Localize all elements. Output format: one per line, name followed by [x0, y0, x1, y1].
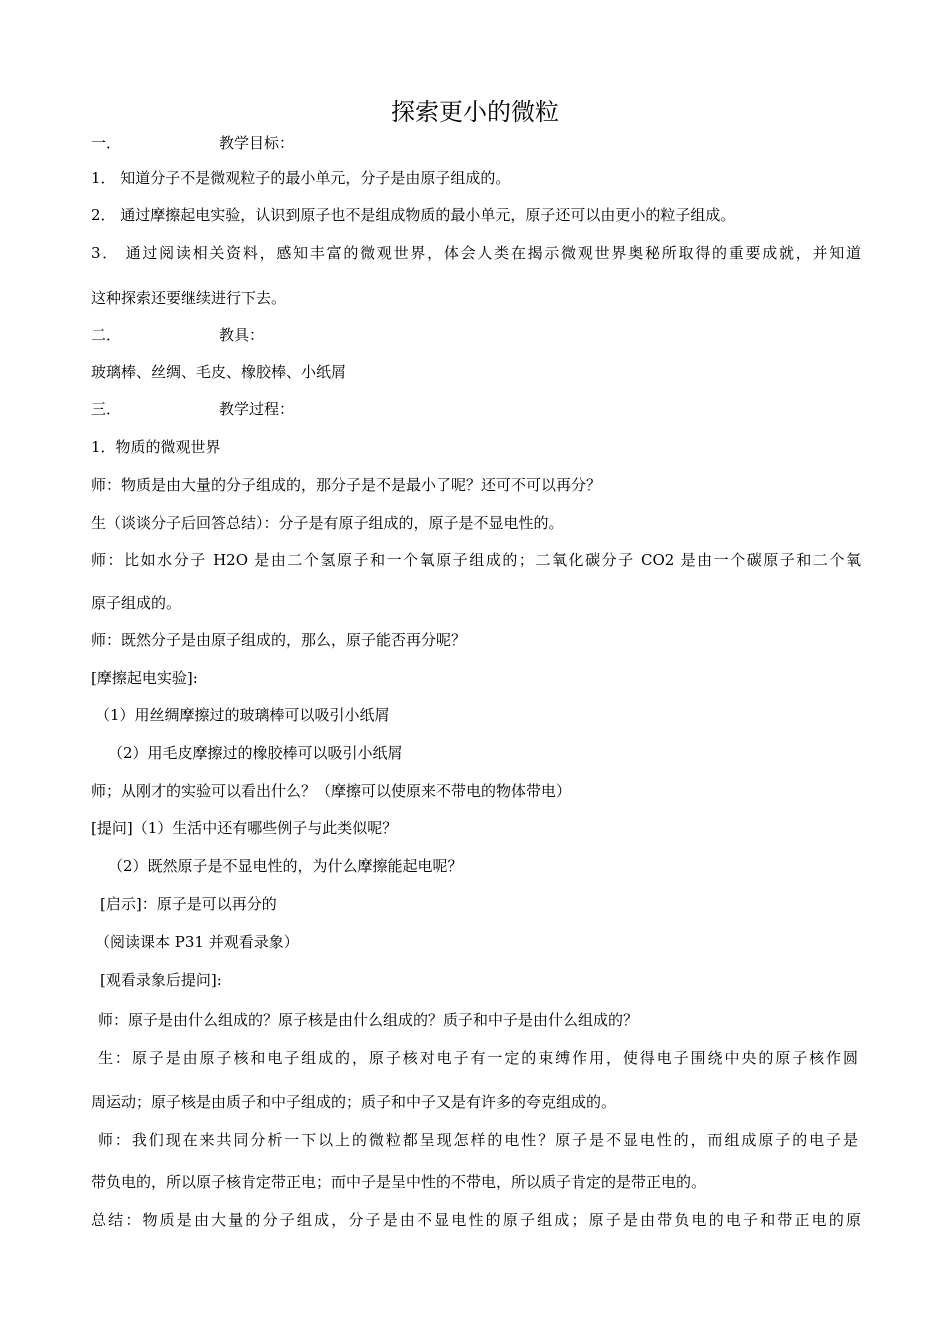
experiment-step-1: （1）用丝绸摩擦过的玻璃棒可以吸引小纸屑	[95, 706, 390, 724]
paragraph-line: 师：我们现在来共同分析一下以上的微粒都呈现怎样的电性？原子是不显电性的，而组成原子的电子是	[98, 1131, 858, 1149]
objective-item-1: 1． 知道分子不是微观粒子的最小单元，分子是由原子组成的。	[91, 169, 511, 187]
paragraph-line: 生（谈谈分子后回答总结）：分子是有原子组成的，原子是不显电性的。	[91, 514, 564, 532]
hint-line: [启示]：原子是可以再分的	[100, 895, 277, 913]
paragraph-line: 原子组成的。	[91, 594, 182, 612]
section-number: 二．	[91, 326, 122, 344]
process-subheading: 1．物质的微观世界	[91, 438, 221, 456]
section-number: 三．	[91, 400, 122, 418]
objective-item-3: 3． 通过阅读相关资料，感知丰富的微观世界，体会人类在揭示微观世界奥秘所取得的重要成就，并知道	[91, 244, 861, 262]
paragraph-line: 生：原子是由原子核和电子组成的，原子核对电子有一定的束缚作用，使得电子围绕中央的原子核作圆	[98, 1049, 858, 1067]
document-title: 探索更小的微粒	[391, 98, 559, 126]
objective-item-3-continued: 这种探索还要继续进行下去。	[91, 289, 287, 307]
section-heading-tools	[91, 325, 264, 345]
reading-note: （阅读课本 P31 并观看录象）	[95, 933, 299, 951]
section-title: 教学目标：	[219, 134, 295, 152]
tools-list: 玻璃棒、丝绸、毛皮、橡胶棒、小纸屑	[91, 363, 347, 381]
section-number: 一．	[91, 134, 122, 152]
paragraph-line: 师：原子是由什么组成的？原子核是由什么组成的？质子和中子是由什么组成的？	[98, 1011, 639, 1029]
section-heading-objectives	[91, 133, 294, 153]
paragraph-line: 师：物质是由大量的分子组成的，那分子是不是最小了呢？还可不可以再分？	[91, 476, 602, 494]
paragraph-line: 周运动；原子核是由质子和中子组成的；质子和中子又是有许多的夸克组成的。	[91, 1093, 617, 1111]
paragraph-line: 师：比如水分子 H2O 是由二个氢原子和一个氧原子组成的；二氧化碳分子 CO2 是由一个碳原子和二个氧	[91, 551, 861, 569]
paragraph-line: 带负电的，所以原子核肯定带正电；而中子是呈中性的不带电，所以质子肯定的是带正电的。	[91, 1173, 707, 1191]
experiment-heading: [摩擦起电实验]:	[91, 669, 198, 687]
objective-item-2: 2． 通过摩擦起电实验，认识到原子也不是组成物质的最小单元，原子还可以由更小的粒子组成。	[91, 206, 736, 224]
question-line: [提问]（1）生活中还有哪些例子与此类似呢？	[91, 819, 398, 837]
section-title: 教学过程：	[219, 400, 295, 418]
section-title: 教具：	[219, 326, 265, 344]
section-heading-process	[91, 399, 294, 419]
paragraph-line: 师：既然分子是由原子组成的，那么，原子能否再分呢？	[91, 631, 467, 649]
question-line: （2）既然原子是不显电性的，为什么摩擦能起电呢？	[108, 857, 463, 875]
summary-line: 总结：物质是由大量的分子组成，分子是由不显电性的原子组成；原子是由带负电的电子和带正电的原	[91, 1211, 861, 1229]
paragraph-line: 师；从刚才的实验可以看出什么？（摩擦可以使原来不带电的物体带电）	[91, 782, 572, 800]
experiment-step-2: （2）用毛皮摩擦过的橡胶棒可以吸引小纸屑	[108, 744, 403, 762]
video-question-heading: [观看录象后提问]:	[100, 971, 222, 989]
